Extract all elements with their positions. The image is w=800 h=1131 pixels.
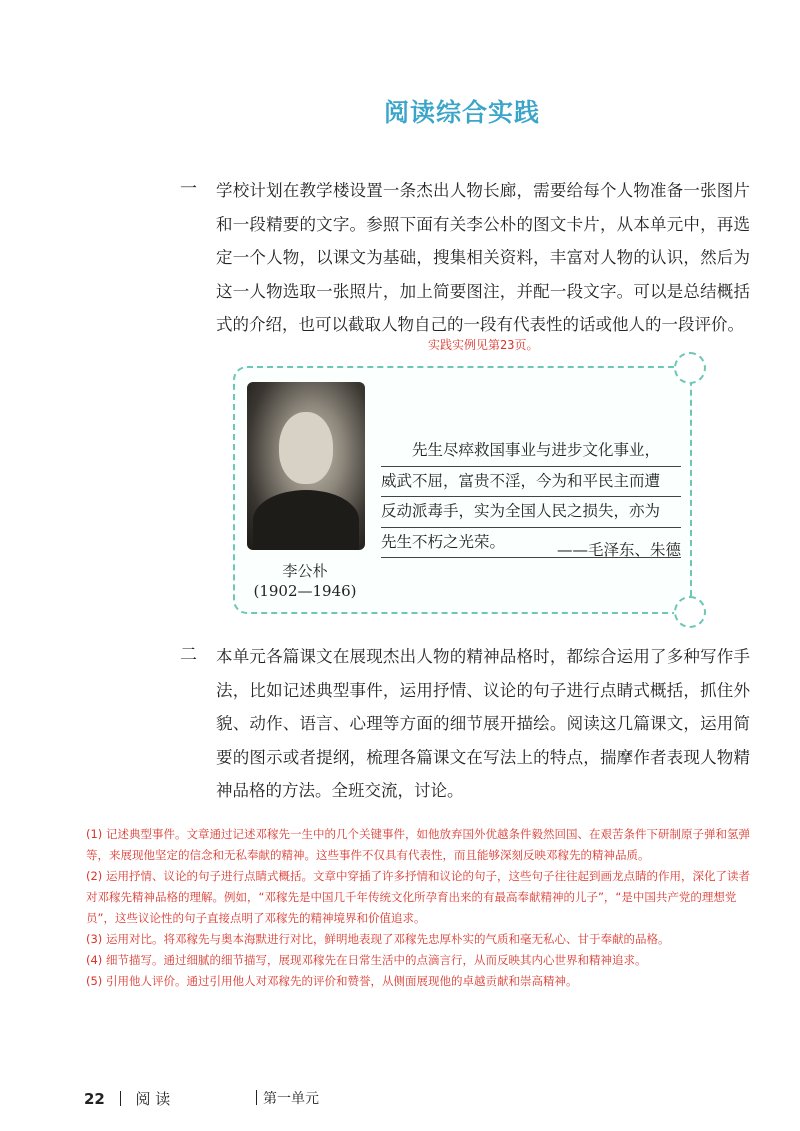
- answer-item: (2) 运用抒情、议论的句子进行点睛式概括。文章中穿插了许多抒情和议论的句子，这些句子往往起到画龙点睛的作用，深化了读者对邓稼先精神品格的理解。例如，“邓稼先是中国几千年传统文化所孕育出来的有最高奉献精神的儿子”，“是中国共产党的理想党员”，这些议论性的句子直接点明了邓稼先的精神境界和价值追求。: [86, 869, 750, 925]
- section-two: [180, 640, 750, 808]
- quote-line: 先生尽瘁救国事业与进步文化事业，: [381, 436, 681, 467]
- quote-line: 威武不屈，富贵不淫，今为和平民主而遭: [381, 467, 681, 498]
- answer-item: (4) 细节描写。通过细腻的细节描写，展现邓稼先在日常生活中的点滴言行，从而反映其内心世界和精神追求。: [86, 953, 647, 967]
- person-card: [233, 366, 692, 614]
- section-one: [180, 174, 750, 342]
- answer-item: (3) 运用对比。将邓稼先与奥本海默进行对比，鲜明地表现了邓稼先忠厚朴实的气质和毫无私心、甘于奉献的品格。: [86, 932, 670, 946]
- book-name: 阅 读: [135, 1090, 171, 1108]
- section-text: 学校计划在教学楼设置一条杰出人物长廊，需要给每个人物准备一张图片和一段精要的文字。参照下面有关李公朴的图文卡片，从本单元中，再选定一个人物，以课文为基础，搜集相关资料，丰富对人物的认识，然后为这一人物选取一张照片，加上简要图注，并配一段文字。可以是总结概括式的介绍，也可以截取人物自己的一段有代表性的话或他人的一段评价。: [216, 181, 750, 334]
- practice-example-note: 实践实例见第23页。: [428, 338, 539, 352]
- unit-label-container: [256, 1088, 319, 1108]
- section-text: 本单元各篇课文在展现杰出人物的精神品格时，都综合运用了多种写作手法，比如记述典型事件，运用抒情、议论的句子进行点睛式概括，抓住外貌、动作、语言、心理等方面的细节展开描绘。阅读这几篇课文，运用简要的图示或者提纲，梳理各篇课文在写法上的特点，揣摩作者表现人物精神品格的方法。全班交流，讨论。: [216, 647, 750, 800]
- page-number: 22: [84, 1090, 105, 1108]
- section-number: 一: [180, 179, 197, 199]
- page-footer: [84, 1088, 170, 1109]
- page-title: 阅读综合实践: [383, 98, 540, 127]
- person-name: 李公朴: [282, 562, 328, 580]
- quote-line: 先生不朽之光荣。: [381, 528, 681, 559]
- quote-attribution: ——毛泽东、朱德: [556, 541, 681, 559]
- answer-item: (5) 引用他人评价。通过引用他人对邓稼先的评价和赞誉，从侧面展现他的卓越贡献和崇高精神。: [86, 974, 578, 988]
- answer-item: (1) 记述典型事件。文章通过记述邓稼先一生中的几个关键事件，如他放弃国外优越条件毅然回国、在艰苦条件下研制原子弹和氢弹等，来展现他坚定的信念和无私奉献的精神。这些事件不仅具有代表性，而且能够深刻反映邓稼先的精神品质。: [86, 827, 750, 862]
- portrait-photo: [247, 382, 365, 550]
- unit-label: 第一单元: [263, 1091, 319, 1107]
- person-years: (1902—1946): [253, 582, 357, 600]
- section-number: 二: [180, 645, 197, 665]
- handwritten-answers: [86, 824, 750, 992]
- quote-line: 反动派毒手，实为全国人民之损失，亦为: [381, 497, 681, 528]
